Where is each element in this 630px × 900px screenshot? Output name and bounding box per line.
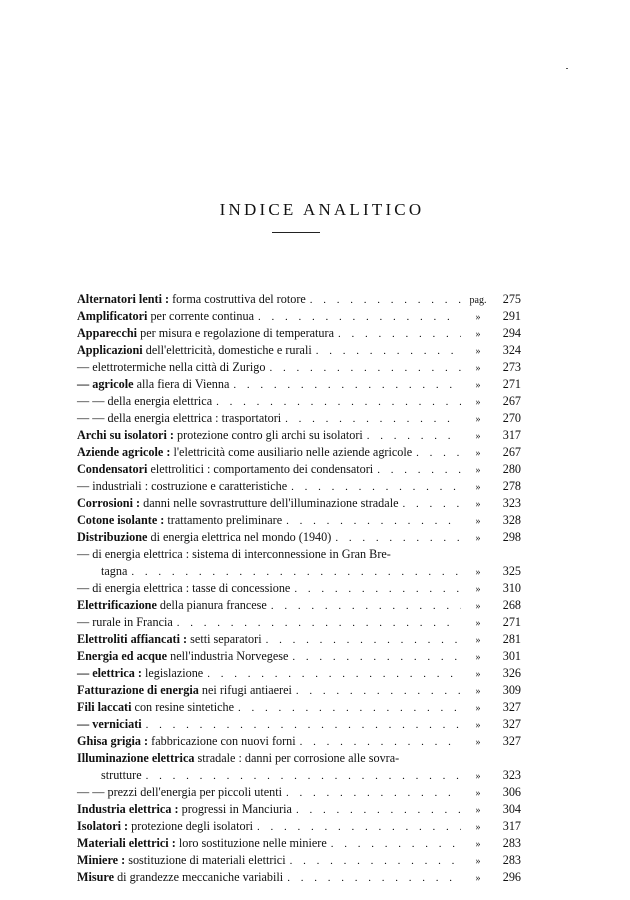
entry-description: — elettrotermiche nella città di Zurigo [77, 360, 266, 374]
leader-dots [127, 564, 461, 581]
entry-heading: Elettrificazione [77, 598, 157, 612]
entry-description: strutture [101, 768, 142, 782]
leader-dots [267, 598, 461, 615]
page-marker: » [475, 312, 481, 323]
entry-heading: — elettrica : [77, 666, 142, 680]
page-marker: » [475, 567, 481, 578]
index-entry [77, 597, 521, 614]
entry-heading: Applicazioni [77, 343, 143, 357]
entry-description: di grandezze meccaniche variabili [114, 870, 284, 884]
page-number: 291 [502, 309, 521, 323]
page-number: 327 [502, 717, 521, 731]
page-number: 324 [502, 343, 521, 357]
entry-heading: Misure [77, 870, 115, 884]
leader-dots [312, 343, 461, 360]
page-marker: » [475, 737, 481, 748]
page-marker: » [475, 788, 481, 799]
index-entry [77, 614, 521, 631]
entry-description: nei rifugi antiaerei [198, 683, 292, 697]
index-entry [77, 393, 521, 410]
index-entry [77, 546, 521, 563]
entry-heading: Alternatori lenti : [77, 292, 170, 306]
page-speck [566, 68, 568, 69]
entry-heading: Fatturazione di energia [77, 683, 199, 697]
index-entry [77, 495, 521, 512]
leader-dots [363, 428, 461, 445]
page-marker: » [475, 533, 481, 544]
index-entry [77, 410, 521, 427]
page-marker: » [475, 329, 481, 340]
entry-heading: Industria elettrica : [77, 802, 179, 816]
index-entry [77, 512, 521, 529]
entry-description: protezione contro gli archi su isolatori [173, 428, 363, 442]
index-entry [77, 665, 521, 682]
leader-dots [286, 853, 461, 870]
page-number: 323 [502, 768, 521, 782]
page-number: 294 [502, 326, 521, 340]
leader-dots [373, 462, 461, 479]
page-number: 267 [502, 394, 521, 408]
entry-description: — — della energia elettrica [77, 394, 213, 408]
leader-dots [306, 292, 461, 309]
entry-description: fabbricazione con nuovi forni [148, 734, 296, 748]
index-entry [77, 478, 521, 495]
page-number: 317 [502, 428, 521, 442]
index-entry [77, 342, 521, 359]
index-entry [77, 461, 521, 478]
page-number: 281 [502, 632, 521, 646]
leader-dots [266, 360, 462, 377]
leader-dots [334, 326, 461, 343]
entry-heading: Isolatori : [77, 819, 129, 833]
entry-description: legislazione [141, 666, 204, 680]
leader-dots [212, 394, 461, 411]
leader-dots [142, 768, 461, 785]
entry-heading: Elettroliti affiancati : [77, 632, 188, 646]
index-entry [77, 835, 521, 852]
entry-heading: — verniciati [77, 717, 142, 731]
entry-heading: Ghisa grigia : [77, 734, 149, 748]
page-number: 283 [502, 853, 521, 867]
index-entry [77, 852, 521, 869]
entry-description: tagna [101, 564, 128, 578]
leader-dots [254, 309, 461, 326]
entry-description: dell'elettricità, domestiche e rurali [142, 343, 312, 357]
page-marker: » [475, 822, 481, 833]
index-entry [77, 308, 521, 325]
leader-dots [234, 700, 461, 717]
page-number: 267 [502, 445, 521, 459]
page-number: 298 [502, 530, 521, 544]
page-marker: » [475, 771, 481, 782]
page-marker: » [475, 363, 481, 374]
page-number: 325 [502, 564, 521, 578]
page-number: 304 [502, 802, 521, 816]
page-marker: » [475, 516, 481, 527]
title-rule [272, 232, 320, 233]
leader-dots [290, 581, 461, 598]
entry-description: elettrolitici : comportamento dei condensatori [147, 462, 374, 476]
index-entry [77, 427, 521, 444]
leader-dots [292, 802, 461, 819]
entry-heading: Corrosioni : [77, 496, 141, 510]
page-marker: » [475, 584, 481, 595]
entry-description: — di energia elettrica : sistema di interconnessione in Gran Bre- [77, 547, 391, 561]
page-number: 283 [502, 836, 521, 850]
index-list [77, 291, 521, 886]
entry-description: — industriali : costruzione e caratteristiche [77, 479, 288, 493]
page-marker: » [475, 499, 481, 510]
index-entry [77, 291, 521, 308]
entry-description: loro sostituzione nelle miniere [175, 836, 327, 850]
leader-dots [292, 683, 461, 700]
leader-dots [327, 836, 461, 853]
leader-dots [281, 411, 461, 428]
index-entry [77, 359, 521, 376]
page-marker: » [475, 873, 481, 884]
page-number: 327 [502, 700, 521, 714]
entry-description: — — della energia elettrica : trasportatori [77, 411, 282, 425]
index-entry [77, 563, 521, 580]
leader-dots [253, 819, 461, 836]
page-marker: » [475, 618, 481, 629]
page-marker: » [475, 380, 481, 391]
index-entry [77, 750, 521, 767]
leader-dots [296, 734, 461, 751]
index-entry [77, 869, 521, 886]
entry-heading: Energia ed acque [77, 649, 168, 663]
entry-description: danni nelle sovrastrutture dell'illuminazione stradale [140, 496, 399, 510]
page-marker: » [475, 703, 481, 714]
entry-heading: Aziende agricole : [77, 445, 171, 459]
page-marker: » [475, 720, 481, 731]
page-title: INDICE ANALITICO [219, 200, 425, 219]
page-marker: » [475, 686, 481, 697]
page-number: 310 [502, 581, 521, 595]
page-marker: » [475, 635, 481, 646]
page-marker: » [475, 839, 481, 850]
page-marker: » [475, 805, 481, 816]
page-number: 301 [502, 649, 521, 663]
index-entry [77, 767, 521, 784]
page-marker: » [475, 652, 481, 663]
page-number: 273 [502, 360, 521, 374]
leader-dots [203, 666, 461, 683]
page-marker: pag. [469, 295, 487, 306]
page-number: 270 [502, 411, 521, 425]
entry-heading: Illuminazione elettrica [77, 751, 195, 765]
entry-description: nell'industria Norvegese [167, 649, 289, 663]
leader-dots [412, 445, 461, 462]
page-marker: » [475, 397, 481, 408]
page-number: 268 [502, 598, 521, 612]
index-entry [77, 784, 521, 801]
entry-description: forma costruttiva del rotore [169, 292, 306, 306]
entry-heading: Apparecchi [77, 326, 138, 340]
entry-description: l'elettricità come ausiliario nelle aziende agricole [170, 445, 413, 459]
entry-description: per misura e regolazione di temperatura [137, 326, 334, 340]
index-entry [77, 325, 521, 342]
index-entry [77, 716, 521, 733]
index-entry [77, 733, 521, 750]
leader-dots [398, 496, 461, 513]
index-entry [77, 682, 521, 699]
leader-dots [229, 377, 461, 394]
leader-dots [288, 649, 461, 666]
entry-description: trattamento preliminare [164, 513, 283, 527]
entry-description: di energia elettrica nel mondo (1940) [147, 530, 332, 544]
entry-heading: Cotone isolante : [77, 513, 165, 527]
index-entry [77, 529, 521, 546]
index-entry [77, 801, 521, 818]
index-entry [77, 818, 521, 835]
leader-dots [331, 530, 461, 547]
page-number: 278 [502, 479, 521, 493]
page-number: 296 [502, 870, 521, 884]
index-entry [77, 444, 521, 461]
page-number: 326 [502, 666, 521, 680]
entry-description: progressi in Manciuria [178, 802, 292, 816]
leader-dots [282, 785, 461, 802]
entry-heading: Condensatori [77, 462, 148, 476]
leader-dots [282, 513, 461, 530]
page-number: 323 [502, 496, 521, 510]
entry-heading: Fili laccati [77, 700, 132, 714]
index-entry [77, 699, 521, 716]
page-marker: » [475, 448, 481, 459]
page-number: 271 [502, 377, 521, 391]
page-number: 328 [502, 513, 521, 527]
entry-description: setti separatori [187, 632, 262, 646]
leader-dots [173, 615, 461, 632]
entry-heading: — agricole [77, 377, 134, 391]
entry-description: protezione degli isolatori [128, 819, 254, 833]
index-entry [77, 648, 521, 665]
page-number: 327 [502, 734, 521, 748]
entry-heading: Miniere : [77, 853, 126, 867]
index-entry [77, 376, 521, 393]
page-number: 317 [502, 819, 521, 833]
index-entry [77, 580, 521, 597]
entry-heading: Materiali elettrici : [77, 836, 176, 850]
page-marker: » [475, 414, 481, 425]
page-marker: » [475, 465, 481, 476]
page-marker: » [475, 601, 481, 612]
leader-dots [262, 632, 461, 649]
leader-dots [283, 870, 461, 887]
entry-description: — — prezzi dell'energia per piccoli utenti [77, 785, 283, 799]
page-marker: » [475, 346, 481, 357]
page-number: 271 [502, 615, 521, 629]
page-marker: » [475, 482, 481, 493]
page-marker: » [475, 431, 481, 442]
entry-heading: Distribuzione [77, 530, 148, 544]
entry-description: alla fiera di Vienna [133, 377, 230, 391]
entry-description: per corrente continua [147, 309, 254, 323]
page-number: 275 [502, 292, 521, 306]
page-marker: » [475, 856, 481, 867]
page-number: 306 [502, 785, 521, 799]
page-marker: » [475, 669, 481, 680]
entry-heading: Archi su isolatori : [77, 428, 174, 442]
page-number: 309 [502, 683, 521, 697]
entry-description: della pianura francese [156, 598, 267, 612]
entry-description: con resine sintetiche [131, 700, 235, 714]
leader-dots [142, 717, 461, 734]
page-number: 280 [502, 462, 521, 476]
index-entry [77, 631, 521, 648]
entry-heading: Amplificatori [77, 309, 148, 323]
entry-description: sostituzione di materiali elettrici [125, 853, 286, 867]
entry-description: — rurale in Francia [77, 615, 173, 629]
entry-description: stradale : danni per corrosione alle sovra- [194, 751, 400, 765]
entry-description: — di energia elettrica : tasse di concessione [77, 581, 291, 595]
leader-dots [287, 479, 461, 496]
